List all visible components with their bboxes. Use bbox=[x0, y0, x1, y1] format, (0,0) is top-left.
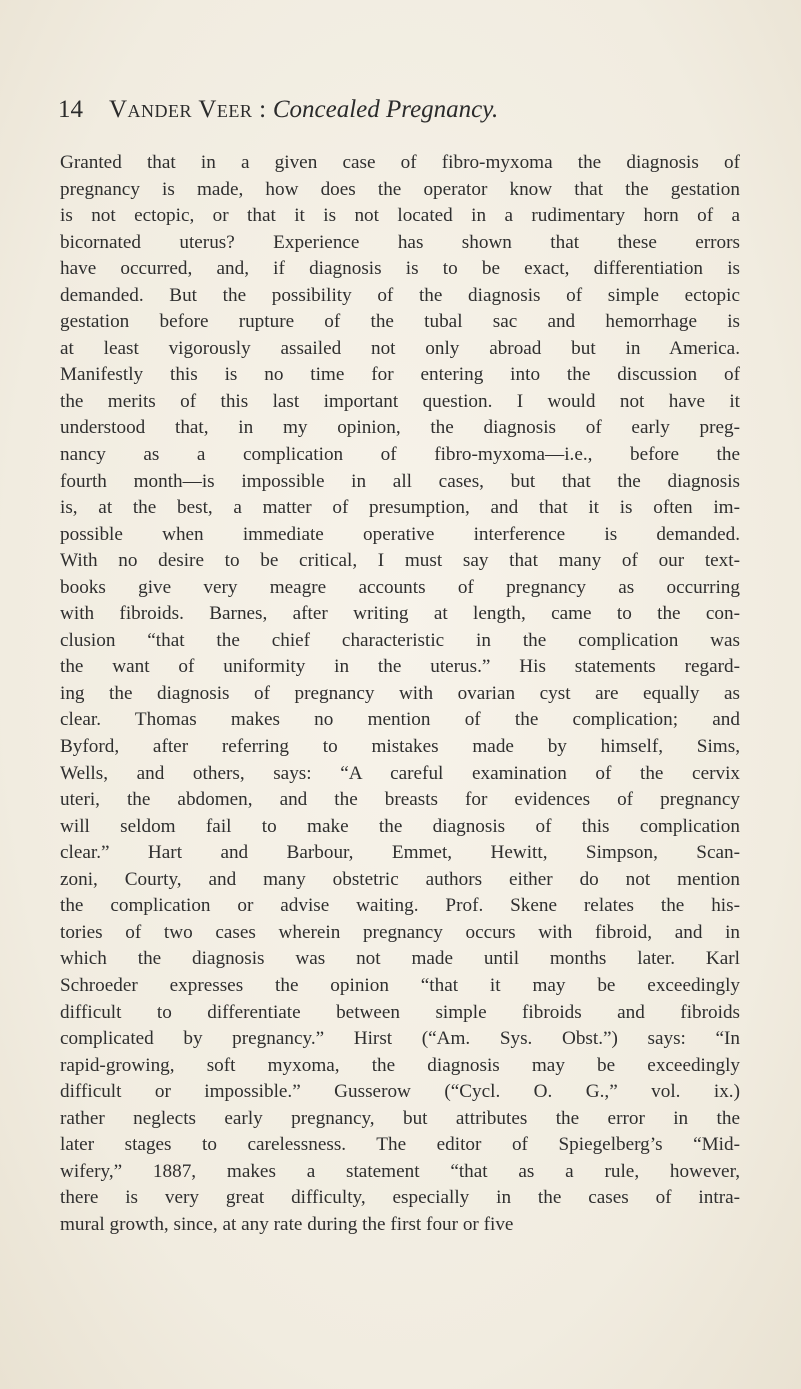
text-line: have occurred, and, if diagnosis is to be exact, differentiation is bbox=[60, 258, 740, 280]
text-line: nancy as a complication of fibro-myxoma—i.e., before the bbox=[60, 444, 740, 466]
text-line: books give very meagre accounts of pregnancy as occurring bbox=[60, 576, 740, 598]
text-line: the want of uniformity in the uterus.” His statements regard- bbox=[60, 656, 740, 678]
running-head bbox=[58, 96, 738, 136]
text-line: difficult or impossible.” Gusserow (“Cycl. O. G.,” vol. ix.) bbox=[60, 1081, 740, 1103]
text-line: With no desire to be critical, I must say that many of our text- bbox=[60, 550, 740, 572]
text-line: bicornated uterus? Experience has shown that these errors bbox=[60, 231, 740, 253]
text-line: ing the diagnosis of pregnancy with ovarian cyst are equally as bbox=[60, 682, 740, 704]
text-line: which the diagnosis was not made until months later. Karl bbox=[60, 948, 740, 970]
text-line: rapid-growing, soft myxoma, the diagnosis may be exceedingly bbox=[60, 1054, 740, 1076]
text-line: zoni, Courty, and many obstetric authors either do not mention bbox=[60, 868, 740, 890]
text-line: fourth month—is impossible in all cases, but that the diagnosis bbox=[60, 470, 740, 492]
text-line: clear.” Hart and Barbour, Emmet, Hewitt, Simpson, Scan- bbox=[60, 842, 740, 864]
text-line: gestation before rupture of the tubal sac and hemorrhage is bbox=[60, 311, 740, 333]
text-line: is not ectopic, or that it is not located in a rudimentary horn of a bbox=[60, 205, 740, 227]
text-line: Wells, and others, says: “A careful examination of the cervix bbox=[60, 762, 740, 784]
text-line: clusion “that the chief characteristic in the complication was bbox=[60, 629, 740, 651]
text-line: demanded. But the possibility of the diagnosis of simple ectopic bbox=[60, 284, 740, 306]
text-line: mural growth, since, at any rate during the first four or five bbox=[60, 1213, 514, 1235]
text-line: tories of two cases wherein pregnancy occurs with fibroid, and in bbox=[60, 921, 740, 943]
text-line: pregnancy is made, how does the operator know that the gestation bbox=[60, 178, 740, 200]
page-number: 14 bbox=[58, 96, 83, 123]
text-line: will seldom fail to make the diagnosis of this complication bbox=[60, 815, 740, 837]
text-line: is, at the best, a matter of presumption, and that it is often im- bbox=[60, 497, 740, 519]
text-line: Granted that in a given case of fibro-myxoma the diagnosis of bbox=[60, 152, 740, 173]
text-line: Manifestly this is no time for entering into the discussion of bbox=[60, 364, 740, 386]
text-line: the complication or advise waiting. Prof. Skene relates the his- bbox=[60, 895, 740, 917]
text-line: Byford, after referring to mistakes made by himself, Sims, bbox=[60, 736, 740, 758]
text-line: rather neglects early pregnancy, but attributes the error in the bbox=[60, 1107, 740, 1129]
running-head-title: Concealed Pregnancy. bbox=[272, 96, 499, 123]
text-line: wifery,” 1887, makes a statement “that as a rule, however, bbox=[60, 1160, 740, 1182]
text-line: uteri, the abdomen, and the breasts for evidences of pregnancy bbox=[60, 789, 740, 811]
text-line: at least vigorously assailed not only abroad but in America. bbox=[60, 337, 740, 359]
running-head-author: Vander Veer : bbox=[109, 96, 267, 123]
text-line: with fibroids. Barnes, after writing at length, came to the con- bbox=[60, 603, 740, 625]
text-line: the merits of this last important question. I would not have it bbox=[60, 390, 740, 412]
text-line: understood that, in my opinion, the diagnosis of early preg- bbox=[60, 417, 740, 439]
text-line: Schroeder expresses the opinion “that it may be exceedingly bbox=[60, 974, 740, 996]
text-line: later stages to carelessness. The editor of Spiegelberg’s “Mid- bbox=[60, 1134, 740, 1156]
text-line: complicated by pregnancy.” Hirst (“Am. Sys. Obst.”) says: “In bbox=[60, 1028, 740, 1050]
text-line: there is very great difficulty, especially in the cases of intra- bbox=[60, 1187, 740, 1209]
text-line: possible when immediate operative interference is demanded. bbox=[60, 523, 740, 545]
text-line: clear. Thomas makes no mention of the complication; and bbox=[60, 709, 740, 731]
text-line: difficult to differentiate between simple fibroids and fibroids bbox=[60, 1001, 740, 1023]
body-text bbox=[60, 150, 740, 1238]
